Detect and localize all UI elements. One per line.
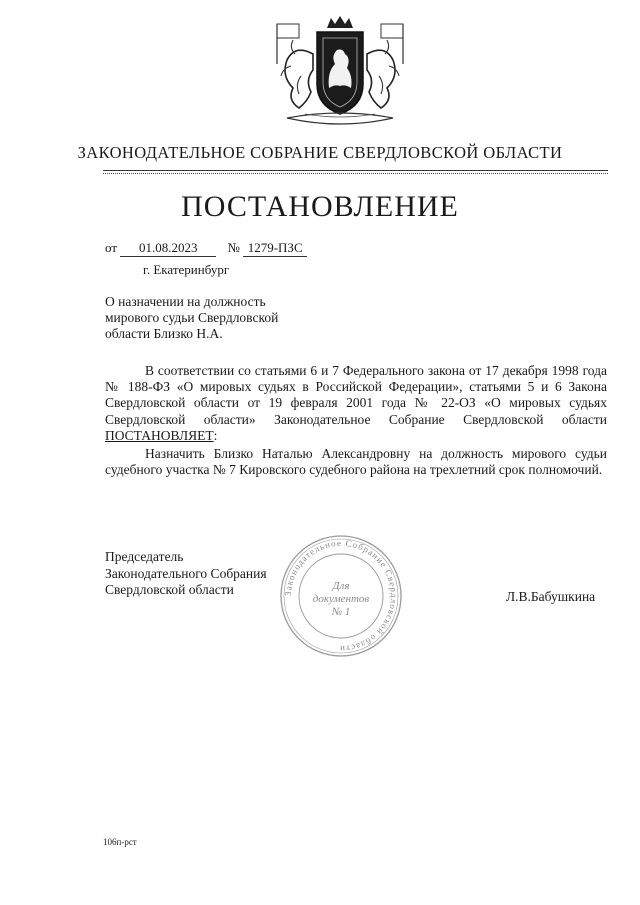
decree-word: ПОСТАНОВЛЯЕТ [105, 427, 214, 443]
document-subject [105, 294, 335, 342]
subject-line: О назначении на должность [105, 294, 266, 309]
date-number-line [105, 240, 307, 257]
header-divider [103, 170, 608, 171]
organization-name: ЗАКОНОДАТЕЛЬНОЕ СОБРАНИЕ СВЕРДЛОВСКОЙ ОБЛАСТИ [77, 143, 563, 162]
subject-line: области Близко Н.А. [105, 326, 223, 341]
preamble-paragraph [105, 363, 607, 444]
document-type-title: ПОСТАНОВЛЕНИЕ [181, 190, 459, 223]
header-divider-dotted [103, 173, 608, 174]
document-date: 01.08.2023 [120, 240, 216, 257]
decision-paragraph: Назначить Близко Наталью Александровну на должность мирового судьи судебного участка № 7 Кировского судебного района на трехлетний срок полномочий. [105, 446, 607, 478]
document-number: 1279-ПЗС [243, 240, 307, 257]
signer-position [105, 549, 267, 599]
date-prefix: от [105, 240, 118, 255]
number-prefix: № [227, 240, 240, 255]
svg-text:№ 1: № 1 [331, 606, 351, 618]
svg-text:Для: Для [332, 580, 350, 592]
signer-name: Л.В.Бабушкина [506, 589, 596, 604]
signer-position-line: Свердловской области [105, 582, 234, 597]
decree-colon: : [213, 427, 218, 443]
svg-text:Законодательное Собрание Сверд: Законодательное Собрание Свердловской области [282, 537, 400, 655]
preamble-text: В соответствии со статьями 6 и 7 Федерального закона от 17 декабря 1998 года № 188-ФЗ «О мировых судьях в Российской Федерации», статьями 5 и 6 Закона Свердловской области от 19 февраля 2001 года № 22-ОЗ «О мировых судьях Свердловской области» Законодательное Собрание Свердловской области [105, 363, 607, 427]
round-stamp-icon [278, 533, 404, 659]
svg-text:документов: документов [312, 593, 370, 605]
signer-position-line: Законодательного Собрания [105, 565, 267, 581]
coat-of-arms-icon [265, 14, 415, 134]
signer-position-line: Председатель [105, 549, 184, 564]
subject-line: мирового судьи Свердловской [105, 310, 279, 325]
city: г. Екатеринбург [143, 262, 230, 277]
document-code: 106п-рст [103, 837, 137, 847]
